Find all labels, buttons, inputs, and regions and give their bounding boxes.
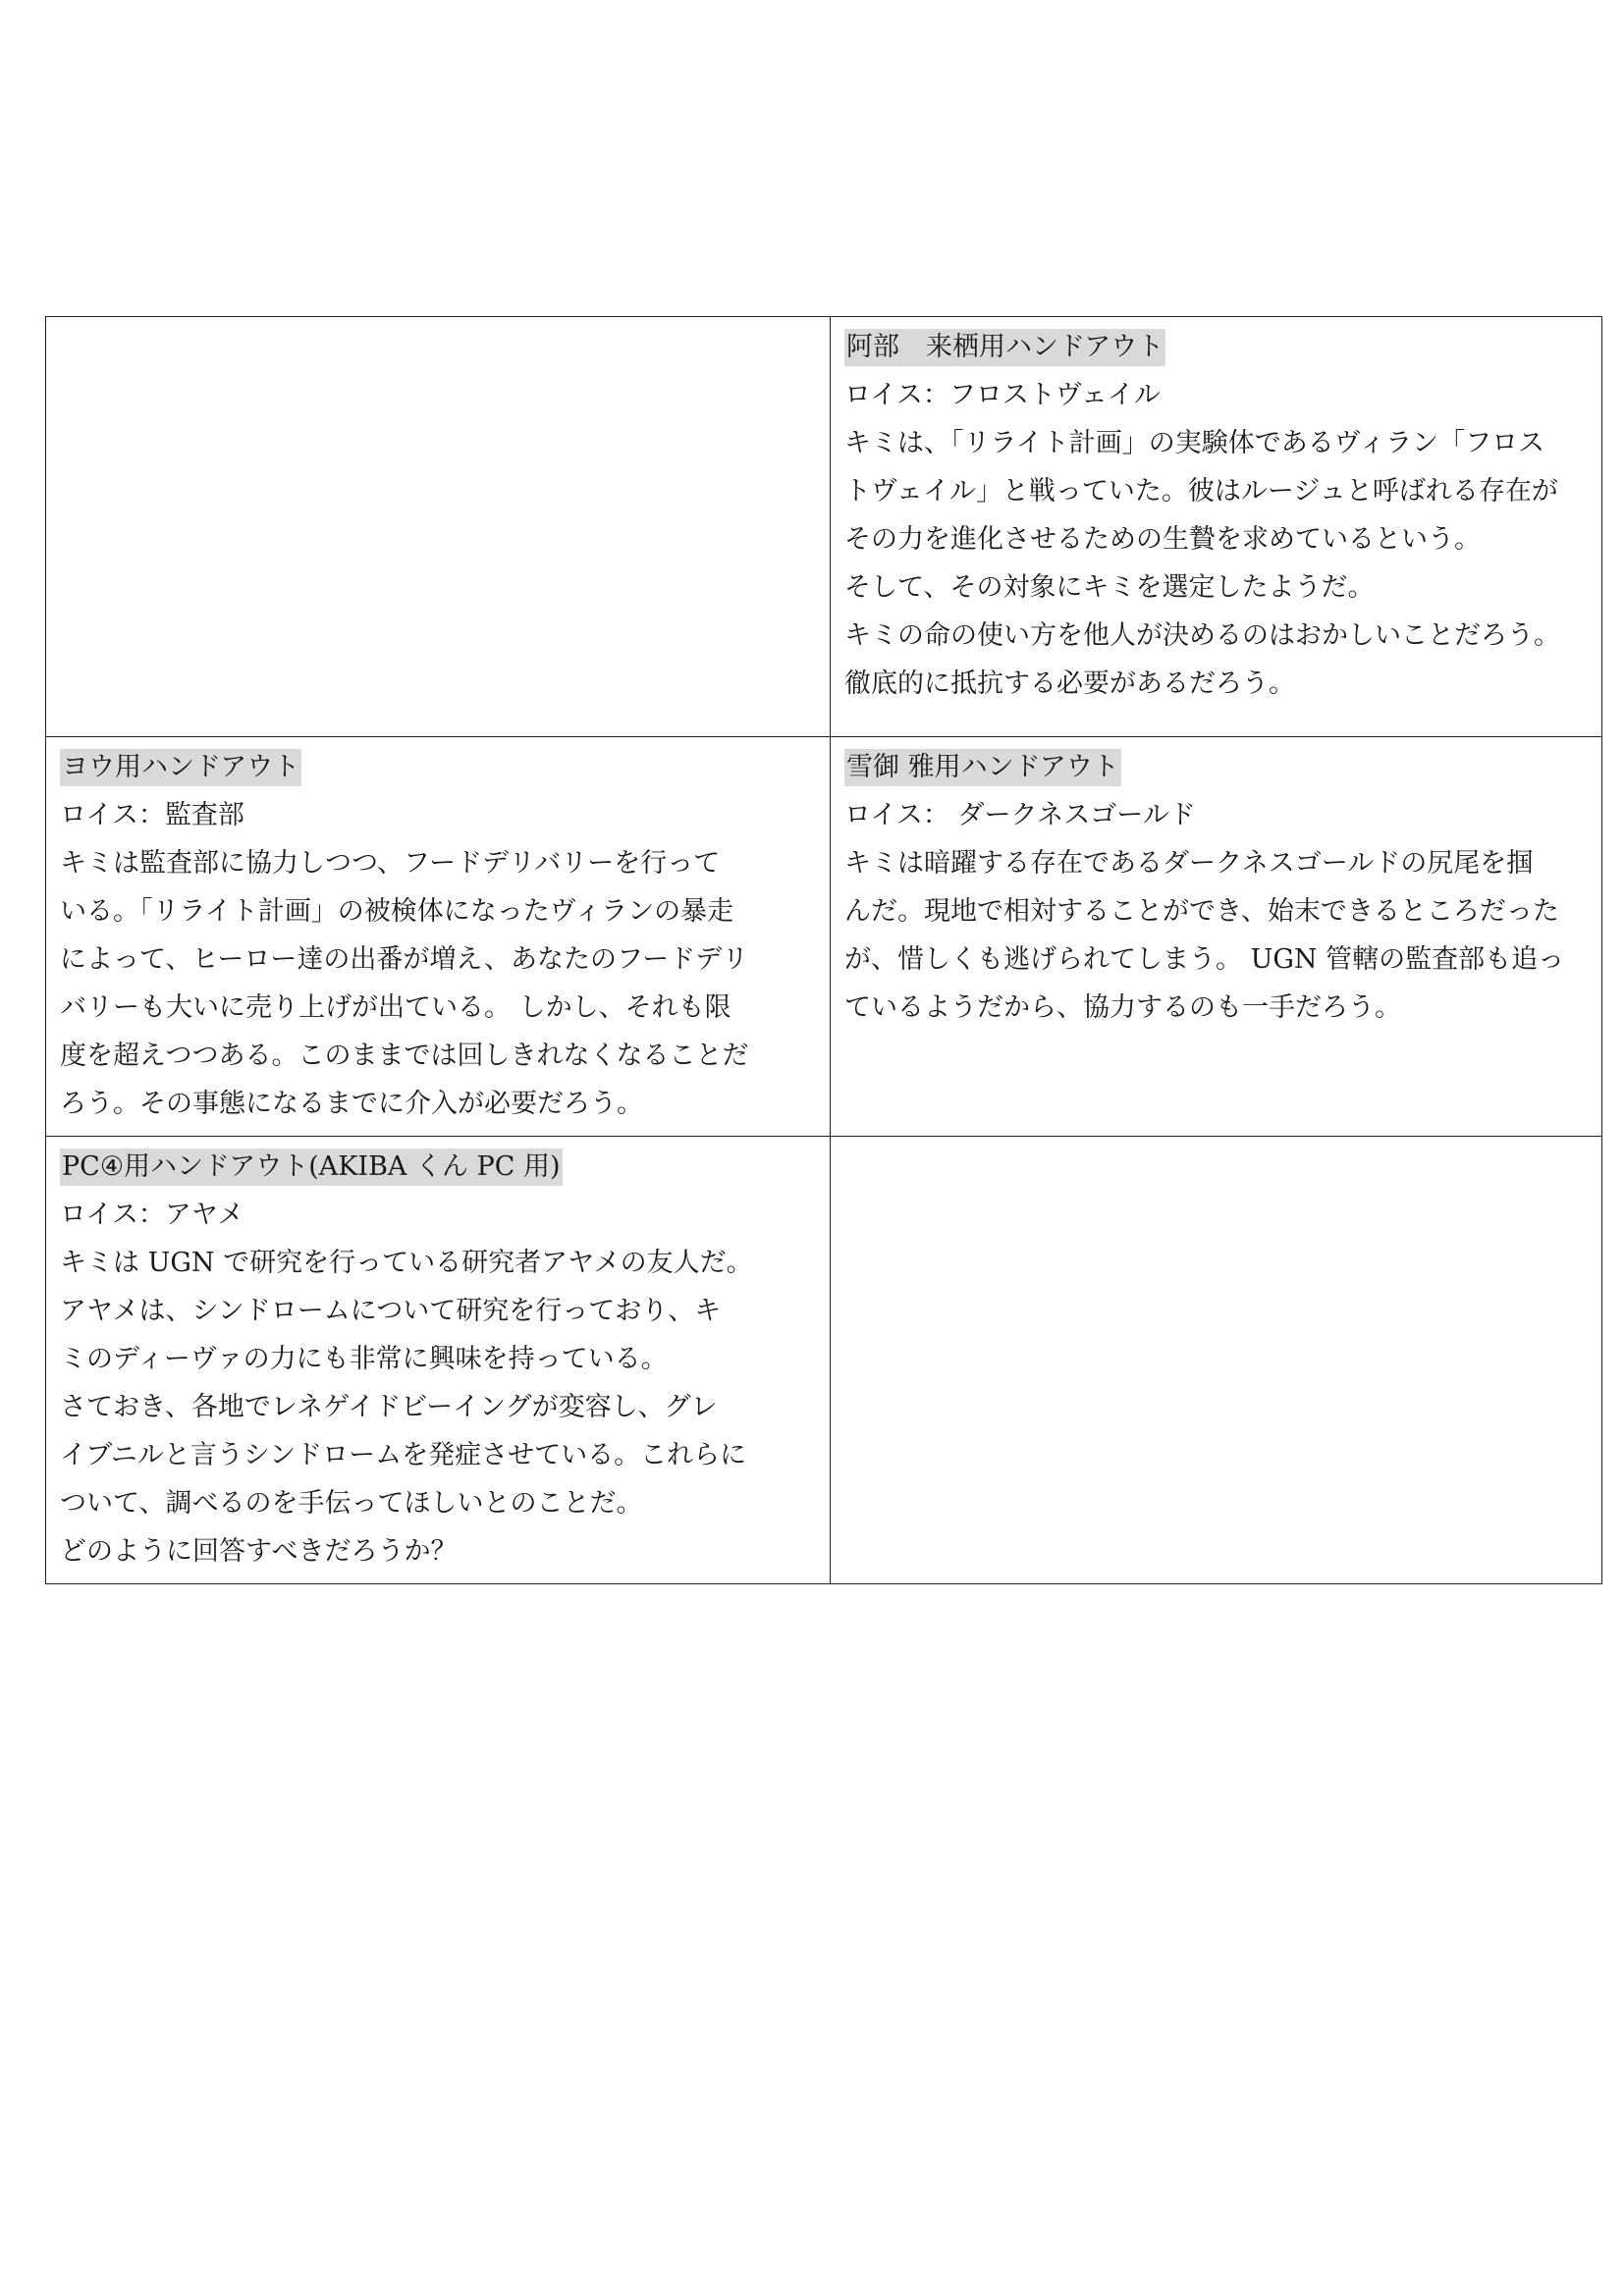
handout-title: PC④用ハンドアウト(AKIBA くん PC 用) [60,1148,563,1186]
lois-line: ロイス：監査部 [60,800,244,830]
body-line: さておき、各地でレネゲイドビーイングが変容し、グレ [60,1392,718,1422]
lois-line: ロイス：アヤメ [60,1200,244,1230]
body-line: キミは、「リライト計画」の実験体であるヴィラン「フロス [844,428,1545,458]
body-line: バリーも大いに売り上げが出ている。 しかし、それも限 [60,992,731,1023]
body-line: ているようだから、協力するのも一手だろう。 [844,992,1401,1023]
body-line: いる。「リライト計画」の被検体になったヴィランの暴走 [60,896,734,927]
empty-cell-top-left [46,317,831,737]
body-line: そして、その対象にキミを選定したようだ。 [844,572,1375,603]
handout-title: 雪御 雅用ハンドアウト [844,749,1121,786]
body-line: どのように回答すべきだろうか？ [60,1536,458,1567]
handout-title: 阿部 来栖用ハンドアウト [844,329,1165,366]
body-line: キミは UGN で研究を行っている研究者アヤメの友人だ。 [60,1248,753,1278]
lois-line: ロイス：フロストヴェイル [844,380,1161,410]
body-line: キミは監査部に協力しつつ、フードデリバリーを行って [60,848,721,879]
body-line: んだ。現地で相対することができ、始末できるところだった [844,896,1559,927]
body-line: 度を超えつつある。このままでは回しきれなくなることだ [60,1041,749,1071]
handout-cell-yukimi-miyabi [831,737,1602,1137]
body-line: が、惜しくも逃げられてしまう。 UGN 管轄の監査部も追っ [844,944,1565,975]
body-line: アヤメは、シンドロームについて研究を行っており、キ [60,1296,722,1326]
body-line: ろう。その事態になるまでに介入が必要だろう。 [60,1089,643,1119]
body-line: イブニルと言うシンドロームを発症させている。これらに [60,1440,747,1470]
handout-cell-pc4 [46,1137,831,1584]
body-line: によって、ヒーロー達の出番が増え、あなたのフードデリ [60,944,749,975]
handout-cell-abe-kurusu [831,317,1602,737]
body-line: ついて、調べるのを手伝ってほしいとのことだ。 [60,1488,643,1519]
body-line: キミは暗躍する存在であるダークネスゴールドの尻尾を掴 [844,848,1534,879]
empty-cell-bottom-right [831,1137,1602,1584]
body-line: トヴェイル」と戦っていた。彼はルージュと呼ばれる存在が [844,476,1558,507]
handout-cell-you [46,737,831,1137]
lois-line: ロイス： ダークネスゴールド [844,800,1196,830]
body-line: ミのディーヴァの力にも非常に興味を持っている。 [60,1344,668,1374]
handout-title: ヨウ用ハンドアウト [60,749,301,786]
body-line: 徹底的に抵抗する必要があるだろう。 [844,668,1295,699]
body-line: その力を進化させるための生贄を求めているという。 [844,524,1481,555]
body-line: キミの命の使い方を他人が決めるのはおかしいことだろう。 [844,620,1560,651]
handout-table [45,316,1602,1584]
